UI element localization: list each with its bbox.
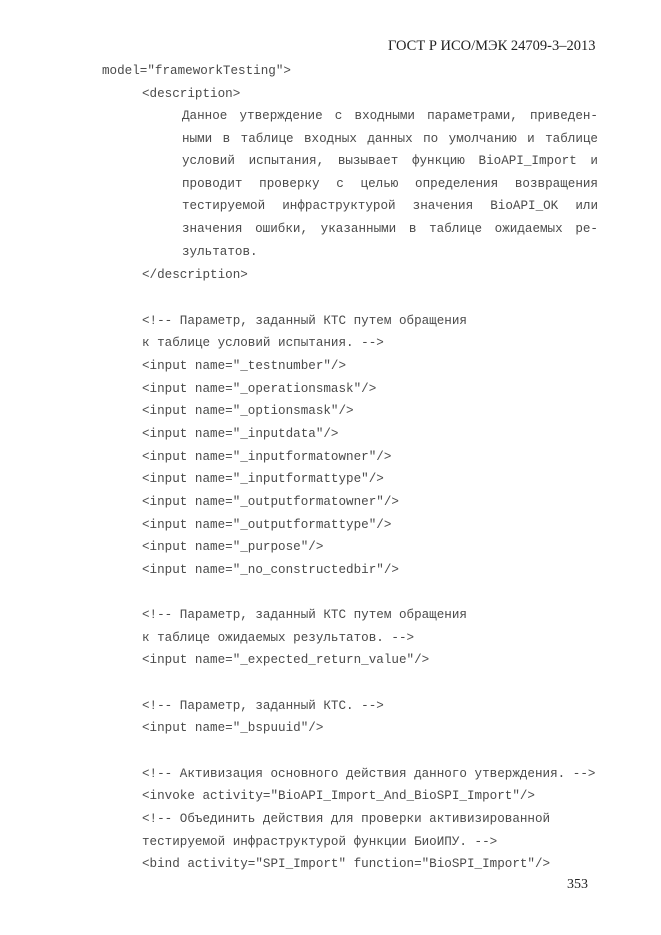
input-line: <input name="_testnumber"/> <box>142 359 347 373</box>
comment-line: <!-- Активизация основного действия данного утверждения. --> <box>142 767 596 781</box>
input-line: <input name="_inputdata"/> <box>142 427 339 441</box>
input-line: <input name="_outputformattype"/> <box>142 518 392 532</box>
comment-line: <!-- Параметр, заданный КТС. --> <box>142 699 384 713</box>
comment-line: <!-- Объединить действия для проверки активизированной <box>142 812 551 826</box>
description-open-tag: <description> <box>142 87 241 101</box>
description-line: тестируемой инфраструктурой значения BioAPI_OK или <box>182 199 598 214</box>
comment-line: тестируемой инфраструктурой функции БиоИПУ. --> <box>142 835 498 849</box>
model-attribute-line: model="frameworkTesting"> <box>102 64 291 78</box>
description-line: проводит проверку с целью определения возвращения <box>182 176 598 191</box>
comment-line: к таблице условий испытания. --> <box>142 336 384 350</box>
description-line: ными в таблице входных данных по умолчанию и таблице <box>182 131 598 146</box>
page-number: 353 <box>567 877 588 892</box>
input-line: <input name="_inputformattype"/> <box>142 472 384 486</box>
description-line: значения ошибки, указанными в таблице ожидаемых ре- <box>182 221 598 236</box>
comment-line: <!-- Параметр, заданный КТС путем обращения <box>142 314 467 328</box>
input-line: <input name="_outputformatowner"/> <box>142 495 399 509</box>
description-close-tag: </description> <box>142 268 248 282</box>
input-line: <input name="_no_constructedbir"/> <box>142 563 399 577</box>
invoke-line: <invoke activity="BioAPI_Import_And_BioSPI_Import"/> <box>142 789 535 803</box>
comment-line: <!-- Параметр, заданный КТС путем обращения <box>142 608 467 622</box>
input-line: <input name="_operationsmask"/> <box>142 382 377 396</box>
bind-line: <bind activity="SPI_Import" function="BioSPI_Import"/> <box>142 857 551 871</box>
description-line: Данное утверждение с входными параметрами, приведен- <box>182 109 598 123</box>
input-line: <input name="_expected_return_value"/> <box>142 653 430 667</box>
comment-line: к таблице ожидаемых результатов. --> <box>142 631 415 645</box>
description-line: зультатов. <box>182 244 258 259</box>
description-line: условий испытания, вызывает функцию BioAPI_Import и <box>182 154 598 169</box>
input-line: <input name="_optionsmask"/> <box>142 404 354 418</box>
description-text <box>182 105 598 263</box>
input-line: <input name="_bspuuid"/> <box>142 721 324 735</box>
input-line: <input name="_inputformatowner"/> <box>142 450 392 464</box>
document-standard-header: ГОСТ Р ИСО/МЭК 24709-3–2013 <box>388 38 596 54</box>
input-line: <input name="_purpose"/> <box>142 540 324 554</box>
